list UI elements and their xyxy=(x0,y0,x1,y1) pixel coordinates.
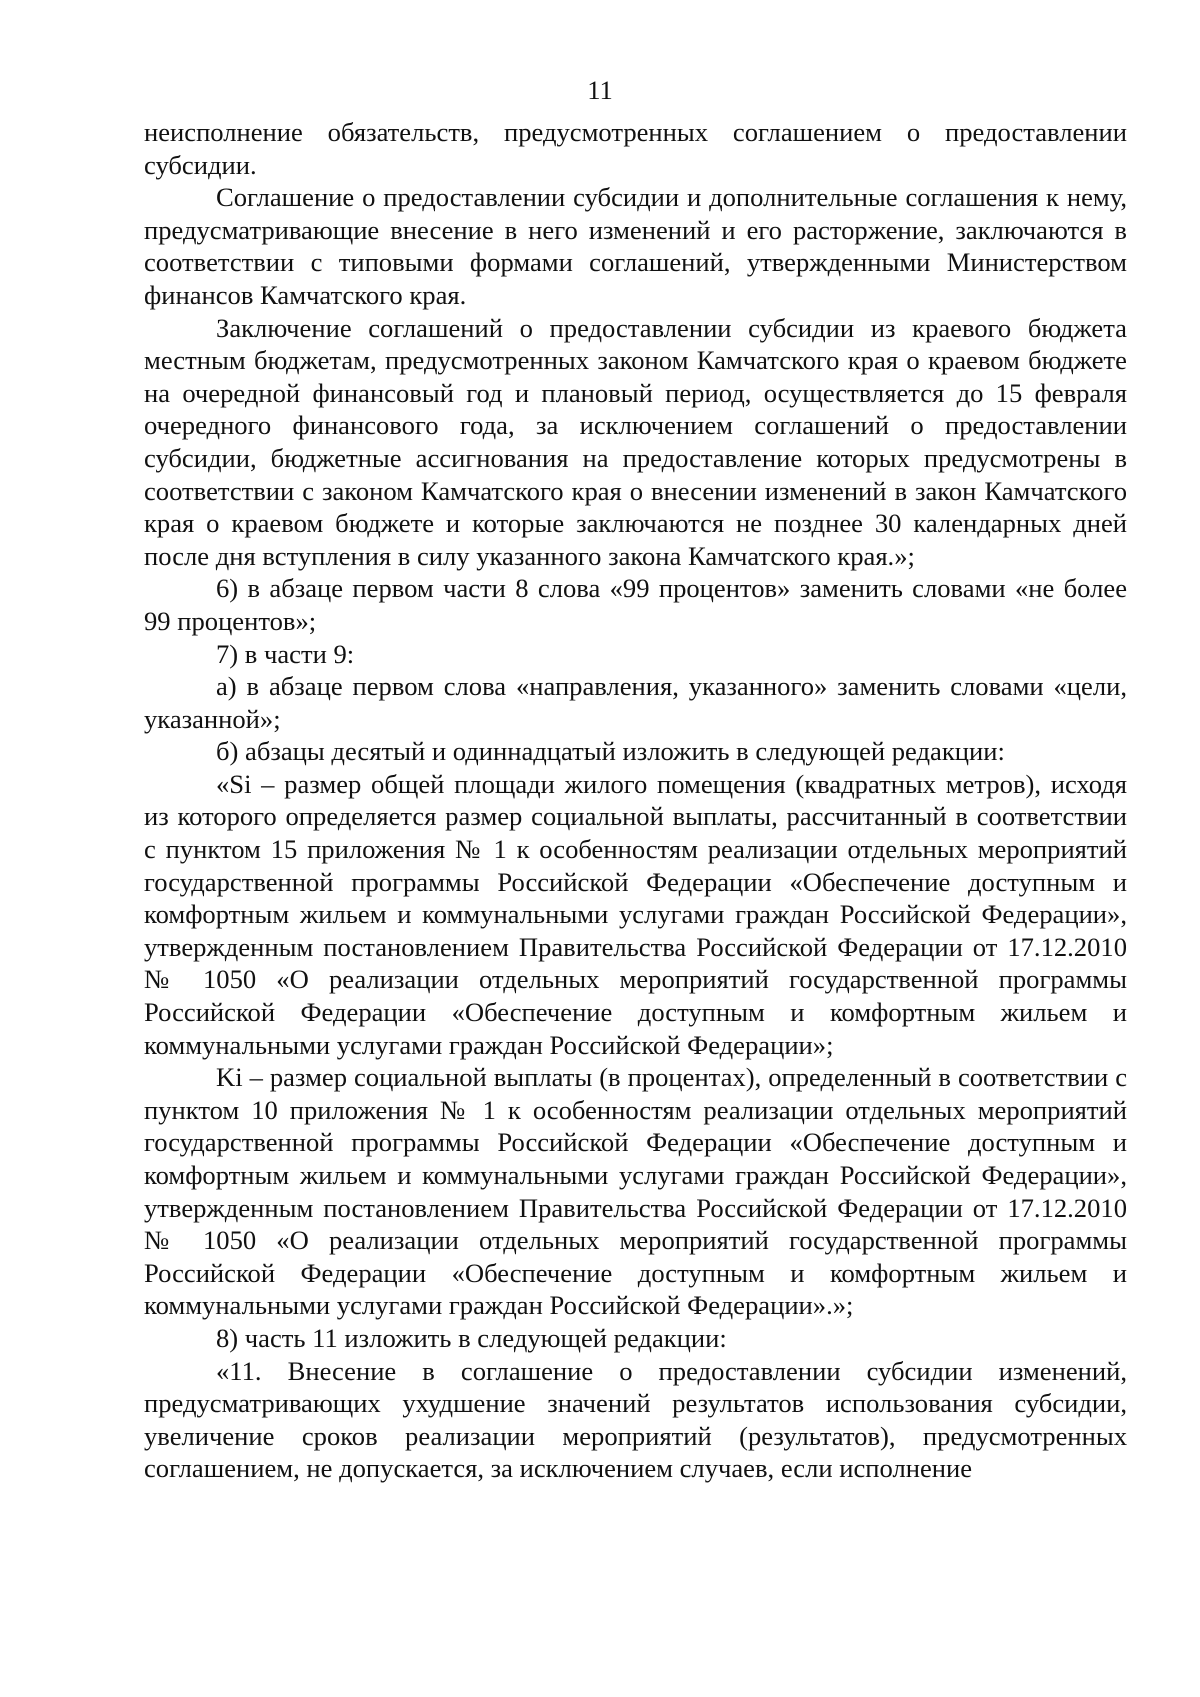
paragraph-si-definition: «Si – размер общей площади жилого помещения (квадратных метров), исходя из которого определяется размер социальной выплаты, рассчитанный в соответствии с пунктом 15 приложения № 1 к особенностям реализации отдельных мероприятий государственной программы Российской Федерации «Обеспечение доступным и комфортным жильем и коммунальными услугами граждан Российской Федерации», утвержденным постановлением Правительства Российской Федерации от 17.12.2010 № 1050 «О реализации отдельных мероприятий государственной программы Российской Федерации «Обеспечение доступным и комфортным жильем и коммунальными услугами граждан Российской Федерации»; xyxy=(144,768,1127,1060)
paragraph-part-11: «11. Внесение в соглашение о предоставлении субсидии изменений, предусматривающих ухудшение значений результатов использования субсидии, увеличение сроков реализации мероприятий (результатов), предусмотренных соглашением, не допускается, за исключением случаев, если исполнение xyxy=(144,1355,1127,1484)
paragraph-item-8: 8) часть 11 изложить в следующей редакции: xyxy=(216,1322,727,1353)
page-number: 11 xyxy=(587,75,613,105)
document-body xyxy=(144,116,1127,1485)
paragraph-continuation: неисполнение обязательств, предусмотренных соглашением о предоставлении субсидии. xyxy=(144,117,1127,180)
paragraph-item-7b: б) абзацы десятый и одиннадцатый изложить в следующей редакции: xyxy=(216,736,1005,767)
paragraph-agreement-deadline: Заключение соглашений о предоставлении субсидии из краевого бюджета местным бюджетам, предусмотренных законом Камчатского края о краевом бюджете на очередной финансовый год и плановый период, осуществляется до 15 февраля очередного финансового года, за исключением соглашений о предоставлении субсидии, бюджетные ассигнования на предоставление которых предусмотрены в соответствии с законом Камчатского края о внесении изменений в закон Камчатского края о краевом бюджете и которые заключаются не позднее 30 календарных дней после дня вступления в силу указанного закона Камчатского края.»; xyxy=(144,312,1127,571)
paragraph-item-6: 6) в абзаце первом части 8 слова «99 процентов» заменить словами «не более 99 процентов»; xyxy=(144,573,1127,636)
paragraph-ki-definition: Ki – размер социальной выплаты (в процентах), определенный в соответствии с пунктом 10 приложения № 1 к особенностям реализации отдельных мероприятий государственной программы Российской Федерации «Обеспечение доступным и комфортным жильем и коммунальными услугами граждан Российской Федерации», утвержденным постановлением Правительства Российской Федерации от 17.12.2010 № 1050 «О реализации отдельных мероприятий государственной программы Российской Федерации «Обеспечение доступным и комфортным жильем и коммунальными услугами граждан Российской Федерации».»; xyxy=(144,1062,1127,1321)
paragraph-item-7a: а) в абзаце первом слова «направления, указанного» заменить словами «цели, указанной»; xyxy=(144,671,1127,734)
paragraph-item-7: 7) в части 9: xyxy=(216,638,355,669)
paragraph-agreement-forms: Соглашение о предоставлении субсидии и дополнительные соглашения к нему, предусматривающие внесение в него изменений и его расторжение, заключаются в соответствии с типовыми формами соглашений, утвержденными Министерством финансов Камчатского края. xyxy=(144,182,1127,310)
